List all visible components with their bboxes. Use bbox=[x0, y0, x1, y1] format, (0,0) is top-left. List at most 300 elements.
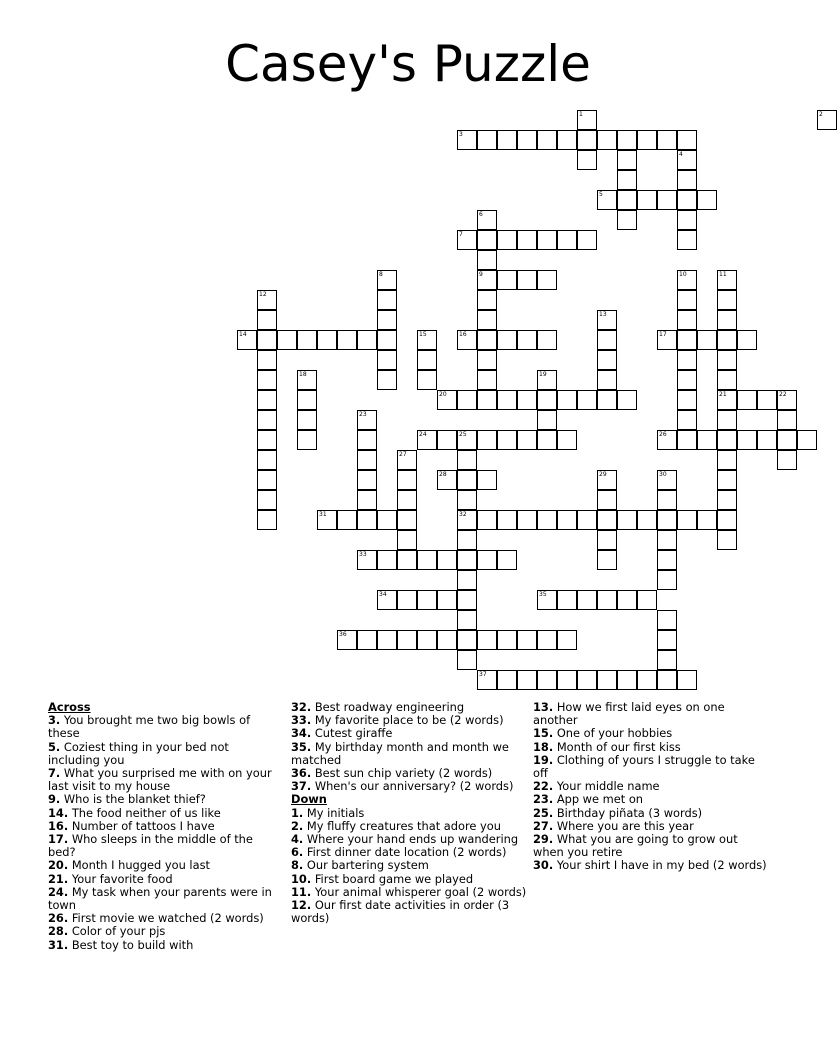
grid-cell[interactable] bbox=[477, 550, 497, 570]
grid-cell[interactable] bbox=[577, 110, 597, 130]
grid-cell[interactable] bbox=[537, 370, 557, 390]
clue-number: 29 bbox=[599, 471, 607, 478]
clue-text: My favorite place to be (2 words) bbox=[314, 713, 504, 728]
grid-cell[interactable] bbox=[377, 290, 397, 310]
clue-text: How we first laid eyes on one another bbox=[533, 700, 725, 728]
grid-cell[interactable] bbox=[417, 330, 437, 350]
grid-cell[interactable] bbox=[397, 550, 417, 570]
grid-cell[interactable] bbox=[337, 330, 357, 350]
clue-number-label: 24. bbox=[48, 884, 69, 899]
grid-cell[interactable] bbox=[717, 450, 737, 470]
grid-cell[interactable] bbox=[297, 410, 317, 430]
clue-text: What you surprised me with on your last visit to my house bbox=[48, 766, 272, 794]
grid-cell[interactable] bbox=[637, 670, 657, 690]
clue-number-label: 2. bbox=[291, 818, 304, 833]
clue-text: Number of tattoos I have bbox=[71, 818, 215, 833]
clue-number-label: 5. bbox=[48, 739, 61, 754]
clue-text: Clothing of yours I struggle to take off bbox=[533, 752, 755, 781]
grid-cell[interactable] bbox=[477, 290, 497, 310]
grid-cell[interactable] bbox=[477, 250, 497, 270]
grid-cell[interactable] bbox=[457, 490, 477, 510]
clue-number: 12 bbox=[259, 291, 267, 298]
grid-cell[interactable] bbox=[257, 290, 277, 310]
grid-cell[interactable] bbox=[497, 670, 517, 690]
grid-cell[interactable] bbox=[657, 530, 677, 550]
grid-cell[interactable] bbox=[397, 490, 417, 510]
across-clue bbox=[291, 741, 527, 767]
clue-number: 30 bbox=[659, 471, 667, 478]
grid-cell[interactable] bbox=[477, 630, 497, 650]
clue-text: App we met on bbox=[556, 792, 644, 807]
grid-cell[interactable] bbox=[537, 270, 557, 290]
clue-text: My fluffy creatures that adore you bbox=[306, 818, 501, 833]
grid-cell[interactable] bbox=[537, 130, 557, 150]
grid-cell[interactable] bbox=[637, 590, 657, 610]
grid-cell[interactable] bbox=[557, 510, 577, 530]
grid-cell[interactable] bbox=[297, 330, 317, 350]
grid-cell[interactable] bbox=[597, 390, 617, 410]
grid-cell[interactable] bbox=[757, 430, 777, 450]
grid-cell[interactable] bbox=[417, 430, 437, 450]
grid-cell[interactable] bbox=[437, 430, 457, 450]
clue-number: 22 bbox=[779, 391, 787, 398]
grid-cell[interactable] bbox=[657, 490, 677, 510]
grid-cell[interactable] bbox=[297, 430, 317, 450]
grid-cell[interactable] bbox=[657, 330, 677, 350]
grid-cell[interactable] bbox=[777, 410, 797, 430]
clue-number-label: 12. bbox=[291, 898, 312, 913]
clue-number: 23 bbox=[359, 411, 367, 418]
grid-cell[interactable] bbox=[457, 130, 477, 150]
clue-number-label: 30. bbox=[533, 858, 554, 873]
grid-cell[interactable] bbox=[257, 390, 277, 410]
grid-cell[interactable] bbox=[497, 430, 517, 450]
clue-text: First dinner date location (2 words) bbox=[306, 845, 507, 860]
grid-cell[interactable] bbox=[537, 390, 557, 410]
grid-cell[interactable] bbox=[717, 270, 737, 290]
down-clue bbox=[533, 754, 769, 780]
grid-cell[interactable] bbox=[557, 590, 577, 610]
grid-cell[interactable] bbox=[457, 570, 477, 590]
grid-cell[interactable] bbox=[517, 130, 537, 150]
clue-number-label: 1. bbox=[291, 805, 304, 820]
grid-cell[interactable] bbox=[657, 630, 677, 650]
grid-cell[interactable] bbox=[577, 510, 597, 530]
grid-cell[interactable] bbox=[617, 190, 637, 210]
clue-text: Your animal whisperer goal (2 words) bbox=[314, 884, 527, 899]
grid-cell[interactable] bbox=[457, 610, 477, 630]
grid-cell[interactable] bbox=[537, 590, 557, 610]
clue-number: 34 bbox=[379, 591, 387, 598]
grid-cell[interactable] bbox=[477, 310, 497, 330]
grid-cell[interactable] bbox=[257, 410, 277, 430]
grid-cell[interactable] bbox=[537, 410, 557, 430]
clue-text: Who is the blanket thief? bbox=[63, 792, 206, 807]
grid-cell[interactable] bbox=[397, 450, 417, 470]
grid-cell[interactable] bbox=[497, 630, 517, 650]
clue-text: What you are going to grow out when you retire bbox=[533, 832, 738, 860]
down-clue bbox=[533, 701, 769, 727]
clue-text: Color of your pjs bbox=[71, 924, 166, 939]
grid-cell[interactable] bbox=[477, 510, 497, 530]
grid-cell[interactable] bbox=[717, 510, 737, 530]
clue-number-label: 28. bbox=[48, 924, 69, 939]
clue-text: Best roadway engineering bbox=[314, 700, 465, 714]
grid-cell[interactable] bbox=[457, 430, 477, 450]
grid-cell[interactable] bbox=[357, 450, 377, 470]
grid-cell[interactable] bbox=[777, 450, 797, 470]
grid-cell[interactable] bbox=[397, 590, 417, 610]
clue-number-label: 20. bbox=[48, 858, 69, 873]
grid-cell[interactable] bbox=[357, 490, 377, 510]
grid-cell[interactable] bbox=[717, 530, 737, 550]
clue-number: 25 bbox=[459, 431, 467, 438]
grid-cell[interactable] bbox=[677, 430, 697, 450]
across-clue bbox=[48, 833, 284, 859]
clue-number-label: 3. bbox=[48, 713, 61, 728]
grid-cell[interactable] bbox=[557, 430, 577, 450]
grid-cell[interactable] bbox=[617, 390, 637, 410]
clue-text: When's our anniversary? (2 words) bbox=[314, 779, 514, 794]
grid-cell[interactable] bbox=[517, 390, 537, 410]
grid-cell[interactable] bbox=[637, 510, 657, 530]
clue-number-label: 16. bbox=[48, 818, 69, 833]
grid-cell[interactable] bbox=[517, 230, 537, 250]
clue-number-label: 14. bbox=[48, 805, 69, 820]
grid-cell[interactable] bbox=[417, 550, 437, 570]
grid-cell[interactable] bbox=[477, 470, 497, 490]
grid-cell[interactable] bbox=[617, 670, 637, 690]
grid-cell[interactable] bbox=[557, 130, 577, 150]
grid-cell[interactable] bbox=[357, 330, 377, 350]
grid-cell[interactable] bbox=[557, 670, 577, 690]
grid-cell[interactable] bbox=[657, 430, 677, 450]
grid-cell[interactable] bbox=[357, 470, 377, 490]
grid-cell[interactable] bbox=[257, 330, 277, 350]
grid-cell[interactable] bbox=[717, 390, 737, 410]
grid-cell[interactable] bbox=[377, 590, 397, 610]
grid-cell[interactable] bbox=[377, 350, 397, 370]
grid-cell[interactable] bbox=[677, 130, 697, 150]
clue-number-label: 6. bbox=[291, 845, 304, 860]
grid-cell[interactable] bbox=[377, 630, 397, 650]
grid-cell[interactable] bbox=[257, 310, 277, 330]
grid-cell[interactable] bbox=[717, 330, 737, 350]
grid-cell[interactable] bbox=[477, 390, 497, 410]
grid-cell[interactable] bbox=[377, 370, 397, 390]
grid-cell[interactable] bbox=[677, 350, 697, 370]
grid-cell[interactable] bbox=[457, 650, 477, 670]
grid-cell[interactable] bbox=[557, 630, 577, 650]
grid-cell[interactable] bbox=[677, 370, 697, 390]
grid-cell[interactable] bbox=[357, 550, 377, 570]
grid-cell[interactable] bbox=[457, 630, 477, 650]
grid-cell[interactable] bbox=[517, 430, 537, 450]
grid-cell[interactable] bbox=[517, 510, 537, 530]
grid-cell[interactable] bbox=[457, 450, 477, 470]
grid-cell[interactable] bbox=[477, 130, 497, 150]
grid-cell[interactable] bbox=[497, 230, 517, 250]
grid-cell[interactable] bbox=[377, 550, 397, 570]
grid-cell[interactable] bbox=[437, 390, 457, 410]
grid-cell[interactable] bbox=[437, 470, 457, 490]
grid-cell[interactable] bbox=[457, 510, 477, 530]
grid-cell[interactable] bbox=[497, 270, 517, 290]
clue-text: Best toy to build with bbox=[71, 937, 194, 952]
grid-cell[interactable] bbox=[457, 590, 477, 610]
grid-cell[interactable] bbox=[397, 530, 417, 550]
clue-text: My initials bbox=[306, 805, 365, 820]
grid-cell[interactable] bbox=[657, 190, 677, 210]
grid-cell[interactable] bbox=[677, 210, 697, 230]
grid-cell[interactable] bbox=[377, 330, 397, 350]
grid-cell[interactable] bbox=[597, 590, 617, 610]
clue-number: 36 bbox=[339, 631, 347, 638]
clues-column-3 bbox=[533, 701, 769, 873]
grid-cell[interactable] bbox=[377, 510, 397, 530]
grid-cell[interactable] bbox=[657, 570, 677, 590]
grid-cell[interactable] bbox=[237, 330, 257, 350]
grid-cell[interactable] bbox=[677, 150, 697, 170]
grid-cell[interactable] bbox=[317, 330, 337, 350]
grid-cell[interactable] bbox=[557, 230, 577, 250]
grid-cell[interactable] bbox=[717, 370, 737, 390]
grid-cell[interactable] bbox=[677, 230, 697, 250]
grid-cell[interactable] bbox=[457, 230, 477, 250]
clue-number-label: 4. bbox=[291, 832, 304, 847]
grid-cell[interactable] bbox=[657, 610, 677, 630]
grid-cell[interactable] bbox=[357, 410, 377, 430]
grid-cell[interactable] bbox=[417, 370, 437, 390]
grid-cell[interactable] bbox=[477, 370, 497, 390]
clue-number: 7 bbox=[459, 231, 463, 238]
grid-cell[interactable] bbox=[477, 430, 497, 450]
grid-cell[interactable] bbox=[717, 350, 737, 370]
grid-cell[interactable] bbox=[597, 190, 617, 210]
grid-cell[interactable] bbox=[457, 470, 477, 490]
grid-cell[interactable] bbox=[657, 550, 677, 570]
grid-cell[interactable] bbox=[617, 590, 637, 610]
grid-cell[interactable] bbox=[457, 330, 477, 350]
grid-cell[interactable] bbox=[737, 430, 757, 450]
grid-cell[interactable] bbox=[677, 670, 697, 690]
grid-cell[interactable] bbox=[677, 310, 697, 330]
grid-cell[interactable] bbox=[497, 330, 517, 350]
clue-number: 6 bbox=[479, 211, 483, 218]
grid-cell[interactable] bbox=[257, 430, 277, 450]
grid-cell[interactable] bbox=[677, 190, 697, 210]
clue-number: 31 bbox=[319, 511, 327, 518]
clue-number-label: 33. bbox=[291, 713, 312, 728]
down-clue bbox=[533, 859, 769, 872]
grid-cell[interactable] bbox=[557, 390, 577, 410]
grid-cell[interactable] bbox=[657, 470, 677, 490]
grid-cell[interactable] bbox=[257, 370, 277, 390]
grid-cell[interactable] bbox=[677, 510, 697, 530]
grid-cell[interactable] bbox=[717, 430, 737, 450]
grid-cell[interactable] bbox=[657, 650, 677, 670]
grid-cell[interactable] bbox=[437, 630, 457, 650]
grid-cell[interactable] bbox=[717, 310, 737, 330]
grid-cell[interactable] bbox=[777, 430, 797, 450]
grid-cell[interactable] bbox=[537, 630, 557, 650]
grid-cell[interactable] bbox=[417, 590, 437, 610]
clue-number-label: 15. bbox=[533, 726, 554, 741]
grid-cell[interactable] bbox=[717, 290, 737, 310]
across-heading: Across bbox=[48, 700, 91, 714]
grid-cell[interactable] bbox=[817, 110, 837, 130]
clue-text: Cutest giraffe bbox=[314, 726, 393, 741]
grid-cell[interactable] bbox=[477, 270, 497, 290]
grid-cell[interactable] bbox=[537, 230, 557, 250]
grid-cell[interactable] bbox=[777, 390, 797, 410]
clue-number: 3 bbox=[459, 131, 463, 138]
grid-cell[interactable] bbox=[597, 350, 617, 370]
grid-cell[interactable] bbox=[677, 330, 697, 350]
clue-number-label: 19. bbox=[533, 752, 554, 767]
grid-cell[interactable] bbox=[577, 590, 597, 610]
clue-text: Birthday piñata (3 words) bbox=[556, 805, 703, 820]
grid-cell[interactable] bbox=[517, 670, 537, 690]
grid-cell[interactable] bbox=[397, 510, 417, 530]
grid-cell[interactable] bbox=[457, 390, 477, 410]
clue-number-label: 35. bbox=[291, 739, 312, 754]
grid-cell[interactable] bbox=[537, 670, 557, 690]
clue-number: 21 bbox=[719, 391, 727, 398]
grid-cell[interactable] bbox=[797, 430, 817, 450]
grid-cell[interactable] bbox=[497, 550, 517, 570]
grid-cell[interactable] bbox=[317, 510, 337, 530]
grid-cell[interactable] bbox=[537, 510, 557, 530]
clue-number-label: 25. bbox=[533, 805, 554, 820]
grid-cell[interactable] bbox=[277, 330, 297, 350]
grid-cell[interactable] bbox=[757, 390, 777, 410]
grid-cell[interactable] bbox=[597, 310, 617, 330]
grid-cell[interactable] bbox=[717, 470, 737, 490]
grid-cell[interactable] bbox=[597, 510, 617, 530]
grid-cell[interactable] bbox=[617, 510, 637, 530]
grid-cell[interactable] bbox=[437, 550, 457, 570]
grid-cell[interactable] bbox=[597, 370, 617, 390]
grid-cell[interactable] bbox=[477, 210, 497, 230]
grid-cell[interactable] bbox=[397, 470, 417, 490]
clue-number-label: 23. bbox=[533, 792, 554, 807]
grid-cell[interactable] bbox=[597, 470, 617, 490]
grid-cell[interactable] bbox=[597, 670, 617, 690]
grid-cell[interactable] bbox=[737, 330, 757, 350]
clue-text: One of your hobbies bbox=[556, 726, 673, 741]
grid-cell[interactable] bbox=[517, 270, 537, 290]
grid-cell[interactable] bbox=[677, 170, 697, 190]
grid-cell[interactable] bbox=[497, 510, 517, 530]
grid-cell[interactable] bbox=[337, 510, 357, 530]
clue-number-label: 37. bbox=[291, 779, 312, 794]
clue-number: 17 bbox=[659, 331, 667, 338]
grid-cell[interactable] bbox=[657, 670, 677, 690]
grid-cell[interactable] bbox=[697, 190, 717, 210]
grid-cell[interactable] bbox=[537, 330, 557, 350]
clues-column-2 bbox=[291, 701, 527, 925]
grid-cell[interactable] bbox=[657, 130, 677, 150]
grid-cell[interactable] bbox=[597, 530, 617, 550]
clue-text: You brought me two big bowls of these bbox=[48, 713, 251, 741]
grid-cell[interactable] bbox=[357, 510, 377, 530]
grid-cell[interactable] bbox=[477, 350, 497, 370]
clue-number: 32 bbox=[459, 511, 467, 518]
clue-number: 4 bbox=[679, 151, 683, 158]
grid-cell[interactable] bbox=[697, 330, 717, 350]
grid-cell[interactable] bbox=[297, 390, 317, 410]
grid-cell[interactable] bbox=[677, 390, 697, 410]
grid-cell[interactable] bbox=[397, 630, 417, 650]
grid-cell[interactable] bbox=[597, 490, 617, 510]
grid-cell[interactable] bbox=[597, 130, 617, 150]
grid-cell[interactable] bbox=[577, 130, 597, 150]
clue-text: My task when your parents were in town bbox=[48, 884, 272, 913]
grid-cell[interactable] bbox=[517, 330, 537, 350]
grid-cell[interactable] bbox=[677, 270, 697, 290]
grid-cell[interactable] bbox=[577, 150, 597, 170]
grid-cell[interactable] bbox=[377, 310, 397, 330]
grid-cell[interactable] bbox=[517, 630, 537, 650]
grid-cell[interactable] bbox=[677, 410, 697, 430]
grid-cell[interactable] bbox=[437, 590, 457, 610]
grid-cell[interactable] bbox=[537, 430, 557, 450]
grid-cell[interactable] bbox=[637, 190, 657, 210]
grid-cell[interactable] bbox=[657, 510, 677, 530]
clue-text: First movie we watched (2 words) bbox=[71, 911, 264, 926]
clue-number-label: 21. bbox=[48, 871, 69, 886]
grid-cell[interactable] bbox=[597, 550, 617, 570]
grid-cell[interactable] bbox=[457, 550, 477, 570]
grid-cell[interactable] bbox=[717, 410, 737, 430]
grid-cell[interactable] bbox=[497, 130, 517, 150]
grid-cell[interactable] bbox=[577, 670, 597, 690]
grid-cell[interactable] bbox=[357, 430, 377, 450]
grid-cell[interactable] bbox=[737, 390, 757, 410]
grid-cell[interactable] bbox=[577, 390, 597, 410]
grid-cell[interactable] bbox=[637, 130, 657, 150]
grid-cell[interactable] bbox=[257, 510, 277, 530]
grid-cell[interactable] bbox=[377, 270, 397, 290]
grid-cell[interactable] bbox=[577, 230, 597, 250]
grid-cell[interactable] bbox=[477, 230, 497, 250]
grid-cell[interactable] bbox=[477, 330, 497, 350]
grid-cell[interactable] bbox=[417, 350, 437, 370]
grid-cell[interactable] bbox=[417, 630, 437, 650]
grid-cell[interactable] bbox=[697, 510, 717, 530]
grid-cell[interactable] bbox=[617, 170, 637, 190]
grid-cell[interactable] bbox=[617, 130, 637, 150]
grid-cell[interactable] bbox=[697, 430, 717, 450]
grid-cell[interactable] bbox=[257, 490, 277, 510]
grid-cell[interactable] bbox=[257, 450, 277, 470]
grid-cell[interactable] bbox=[477, 670, 497, 690]
grid-cell[interactable] bbox=[717, 490, 737, 510]
grid-cell[interactable] bbox=[337, 630, 357, 650]
grid-cell[interactable] bbox=[357, 630, 377, 650]
grid-cell[interactable] bbox=[497, 390, 517, 410]
grid-cell[interactable] bbox=[457, 530, 477, 550]
grid-cell[interactable] bbox=[257, 350, 277, 370]
grid-cell[interactable] bbox=[257, 470, 277, 490]
grid-cell[interactable] bbox=[597, 330, 617, 350]
grid-cell[interactable] bbox=[617, 210, 637, 230]
grid-cell[interactable] bbox=[297, 370, 317, 390]
grid-cell[interactable] bbox=[617, 150, 637, 170]
grid-cell[interactable] bbox=[677, 290, 697, 310]
clue-number-label: 27. bbox=[533, 818, 554, 833]
